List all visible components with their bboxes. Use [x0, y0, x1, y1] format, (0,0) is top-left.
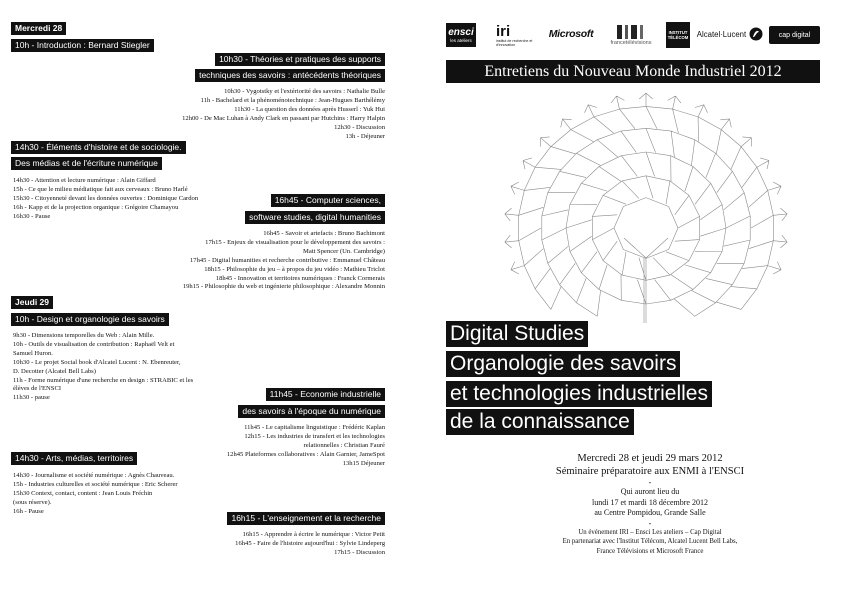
iri-logo: iri institut de recherche et d'innovation — [496, 22, 533, 47]
partner-line: France Télévisions et Microsoft France — [596, 547, 704, 555]
alcatel-lucent-logo: Alcatel·Lucent — [696, 25, 764, 43]
list-item: 17h45 - Digital humanities et recherche contributive : Emmanuel Château — [189, 256, 385, 264]
france-televisions-mark — [616, 24, 646, 40]
event-seminar: Séminaire préparatoire aux ENMI à l'ENSCI — [555, 466, 745, 477]
list-item: 12h45 Plateformes collaboratives : Alain Garnier, JameSpot — [226, 450, 385, 458]
session-list-1430-arts — [13, 472, 178, 517]
section-header-1430-history: 14h30 - Éléments d'histoire et de sociologie. — [11, 141, 186, 154]
section-header-1145: 11h45 - Economie industrielle — [266, 388, 385, 401]
day-header-thursday: Jeudi 29 — [11, 296, 53, 309]
partner-line: Un événement IRI – Ensci Les ateliers – Cap Digital — [578, 528, 722, 536]
list-item: 15h - Ce que le milieu médiatique fait aux cerveaux : Bruno Harlé — [13, 185, 188, 193]
section-header-1645: 16h45 - Computer sciences, — [271, 194, 385, 207]
list-item: 14h30 - Journalisme et société numérique : Agnès Chauveau. — [13, 472, 175, 479]
list-item: 10h30 - Le projet Social book d'Alcatel Lucent : N. Ebenreuter, — [13, 358, 181, 366]
list-item: 18h15 - Philosophie du jeu – à propos du jeu vidéo : Mathieu Triclot — [204, 265, 385, 273]
cap-digital-logo: cap digital — [769, 26, 820, 44]
list-item: 16h45 - Savoir et artefacts : Bruno Bachimont — [263, 230, 385, 237]
main-title-line-3: et technologies industrielles — [446, 381, 712, 407]
event-title: Entretiens du Nouveau Monde Industriel 2012 — [446, 60, 820, 83]
session-list-1030 — [182, 88, 385, 141]
list-item: 15h - Industries culturelles et société numérique : Eric Scherer — [13, 480, 178, 488]
list-item: (sous réserve). — [13, 498, 52, 506]
list-item: 11h - Bachelard et la phénoménotechnique : Jean-Hugues Barthélémy — [200, 96, 385, 104]
section-header-1430-arts: 14h30 - Arts, médias, territoires — [11, 452, 137, 465]
list-item: 13h15 Déjeuner — [342, 459, 385, 467]
list-item: 9h30 - Dimensions temporelles du Web : Alain Mille. — [13, 332, 155, 339]
list-item: Matt Spencer (Un. Cambridge) — [302, 247, 385, 255]
main-title-line-4: de la connaissance — [446, 409, 634, 435]
day-header-wednesday: Mercredi 28 — [11, 22, 66, 35]
session-list-1430-history — [13, 177, 198, 222]
list-item: D. Decotter (Alcatel Bell Labs) — [13, 367, 96, 375]
list-item: 15h30 - Citoyenneté devant les données ouvertes : Dominique Cardon — [13, 194, 199, 202]
ensci-logo: ensci les ateliers — [446, 23, 476, 47]
institut-telecom-logo: INSTITUT TÉLÉCOM — [666, 22, 690, 48]
list-item: 16h45 - Faire de l'histoire aujourd'hui : Sylvie Lindeperg — [235, 539, 385, 547]
list-item: 16h15 - Apprendre à écrire le numérique : Victor Petit — [242, 531, 385, 538]
section-header-1615: 16h15 - L'enseignement et la recherche — [227, 512, 385, 525]
list-item: 17h15 - Enjeux de visualisation pour le développement des savoirs : — [205, 238, 385, 246]
section-subheader-1645: software studies, digital humanities — [245, 211, 385, 224]
microsoft-logo: Microsoft — [548, 28, 594, 40]
list-item: 12h30 - Discussion — [334, 123, 385, 131]
list-item: 19h15 - Philosophie du web et ingénierie philosophique : Alexandre Monnin — [182, 283, 385, 291]
list-item: 11h45 - Le capitalisme linguistique : Frédéric Kaplan — [244, 424, 385, 431]
list-item: Samuel Huron. — [13, 349, 53, 357]
session-list-10h-design — [13, 332, 193, 403]
venue-line: lundi 17 et mardi 18 décembre 2012 — [592, 497, 708, 507]
geometric-tree-illustration — [446, 88, 836, 358]
list-item: 15h30 Context, contact, content : Jean Louis Fréchin — [13, 489, 153, 497]
list-item: 14h30 - Attention et lecture numérique : Alain Giffard — [13, 177, 156, 184]
venue-line: Qui auront lieu du — [620, 487, 680, 496]
section-subheader-1030: techniques des savoirs : antécédents théoriques — [195, 69, 385, 82]
list-item: 16h - Pause — [13, 507, 44, 515]
main-title-line-1: Digital Studies — [446, 321, 588, 347]
list-item: 18h45 - Innovation et territoires numériques : Franck Cormerais — [215, 274, 385, 282]
separator: - — [648, 518, 652, 528]
list-item: 10h - Outils de visualisation de contribution : Raphaël Velt et — [13, 340, 175, 348]
section-subheader-1145: des savoirs à l'époque du numérique — [238, 405, 385, 418]
section-header-10h-design: 10h - Design et organologie des savoirs — [11, 313, 169, 326]
session-list-1615 — [235, 531, 385, 558]
list-item: 11h30 - pause — [13, 394, 50, 402]
list-item: 11h30 - La question des données après Husserl : Yuk Hui — [234, 105, 385, 113]
main-title-line-2: Organologie des savoirs — [446, 351, 680, 377]
section-header-1030: 10h30 - Théories et pratiques des supports — [215, 53, 385, 66]
list-item: 10h30 - Vygotstky et l'extériorité des savoirs : Nathalie Bulle — [224, 88, 385, 95]
list-item: 16h - Kapp et de la projection organique : Grégoire Chamayou — [13, 203, 179, 211]
list-item: 11h - Forme numérique d'une recherche en design : STRABIC et les — [13, 376, 194, 384]
list-item: relationnelles : Christian Fauré — [303, 441, 385, 449]
session-list-1645 — [183, 230, 385, 292]
list-item: 12h00 - De Mac Luhan à Andy Clark en passant par Hutchins : Harry Halpin — [182, 114, 385, 122]
list-item: élèves de l'ENSCI — [13, 385, 62, 393]
alcatel-swirl-icon — [749, 27, 763, 41]
france-televisions-logo: francetélévisions — [603, 20, 659, 50]
venue-line: au Centre Pompidou, Grande Salle — [594, 508, 706, 517]
list-item: 17h15 - Discussion — [334, 548, 385, 556]
intro-header: 10h - Introduction : Bernard Stiegler — [11, 39, 154, 52]
separator: - — [648, 478, 652, 487]
event-dates: Mercredi 28 et jeudi 29 mars 2012 — [577, 453, 723, 464]
partner-line: En partenariat avec l'Institut Télécom, Alcatel Lucent Bell Labs, — [562, 538, 738, 545]
list-item: 12h15 - Les industries de transfert et les technologies — [244, 432, 385, 440]
session-list-1145 — [227, 424, 385, 469]
tree-lattice — [505, 93, 787, 323]
list-item: 13h - Déjeuner — [345, 132, 385, 140]
list-item: 16h30 - Pause — [13, 212, 51, 220]
section-subheader-1430-history: Des médias et de l'écriture numérique — [11, 157, 162, 170]
event-info — [520, 452, 780, 556]
